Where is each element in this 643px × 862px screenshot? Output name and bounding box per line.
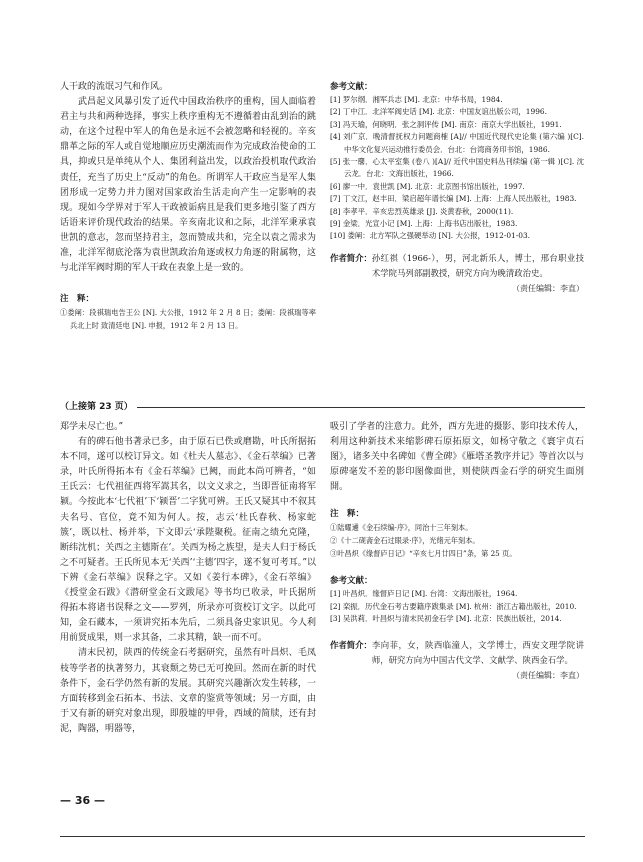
note: ①陆耀遹《金石续编·序》，同治十三年刻本。 bbox=[330, 523, 473, 533]
note: ②《十二砚斋金石过眼录·序》，光绪元年刻本。 bbox=[330, 536, 480, 546]
paragraph: 清末民初，陕西的传统金石考据研究，虽然有叶昌炽、毛凤枝等学者的执著努力，其衰颓之势已无可挽回。然而在新的时代条件下，金石学仍然有新的发展。其研究兴趣渐次发生转移，一方面转移到金石拓本、书法、文章的鉴赏等领域；另一方面，由于又有新的研究对象出现，即殷墟的甲骨，西域的简牍，还有封泥，陶器，明器等， bbox=[60, 648, 316, 734]
paragraph: 人干政的流氓习气和作风。 bbox=[60, 82, 169, 92]
bottom-left-column bbox=[60, 420, 316, 737]
reference-item: [3] 吴洪莉．叶昌炽与清末民初金石学 [M]. 北京：民族出版社，2014. bbox=[330, 614, 562, 624]
reference-item: [7] 丁文江，赵丰田．梁启超年谱长编 [M]. 上海：上海人民出版社，1983. bbox=[330, 194, 577, 204]
author-bio-label: 作者简介： bbox=[330, 252, 372, 263]
author-bio-text: 李向菲，女，陕西临潼人，文学博士，西安文理学院讲师，研究方向为中国古代文学、文献学、陕西金石学。 bbox=[371, 639, 584, 665]
continued-from-label: （上接第 23 页） bbox=[60, 399, 137, 412]
author-bio bbox=[330, 638, 584, 668]
paragraph: 郑学未尽亡也。” bbox=[60, 422, 124, 432]
responsible-editor: （责任编辑：李直） bbox=[512, 283, 584, 293]
author-bio-label: 作者简介： bbox=[330, 639, 372, 650]
reference-item: [2] 丁中江．北洋军阀史话 [M]. 北京：中国友谊出版公司，1996. bbox=[330, 107, 547, 117]
reference-item: [4] 刘广京．晚清督抚权力问题商榷 [A]// 中国近代现代史论集 (第六编 )[C]. 中华文化复兴运动推行委员会．台北：台湾商务印书馆，1986. bbox=[330, 132, 584, 154]
page-number: — 36 — bbox=[60, 794, 105, 807]
notes-heading: 注 释： bbox=[330, 509, 365, 520]
reference-item: [8] 李孝平．辛亥忠烈英雄录 [J]. 炎黄春秋，2000(11). bbox=[330, 206, 514, 216]
note: ①娄阐：段祺瑞电告王公 [N]. 大公报，1912 年 2 月 8 日；娄阐：段祺瑞等率兵北上时 致清廷电 [N]. 申报，1912 年 2 月 13 日。 bbox=[60, 308, 316, 331]
reference-item: [2] 栾振．历代金石考古要籍序跋集录 [M]. 杭州：浙江古籍出版社，2010. bbox=[330, 601, 577, 611]
notes-heading: 注 释： bbox=[60, 294, 95, 305]
reference-item: [6] 廖一中．袁世凯 [M]. 北京：北京图书馆出版社，1997. bbox=[330, 181, 525, 191]
reference-item: [5] 张一麐．心太平室集 (卷八 )[A]// 近代中国史料丛刊续编 (第一辑 )[C]. 沈云龙．台北：文海出版社，1966. bbox=[330, 157, 584, 179]
reference-item: [10] 娄阐：北方军队之强硬举动 [N]. 大公报，1912-01-03. bbox=[330, 231, 531, 241]
responsible-editor: （责任编辑：李直） bbox=[512, 670, 584, 680]
references-heading: 参考文献： bbox=[330, 576, 373, 587]
reference-item: [1] 叶昌炽．缘督庐日记 [M]. 台湾：文海出版社，1964. bbox=[330, 589, 518, 599]
paragraph: 武昌起义风暴引发了近代中国政治秩序的重构，国人面临着君主与共和两种选择，事实上秩序重构无不遵循着由乱到治的跳动，在这个过程中军人的角色是永远不会被忽略和轻视的。辛亥鼎革之际的军人或自觉地顺应历史潮流而作为完成政治使命的工具，抑或只是单纯从个人、集团利益出发，以政治投机取代政治责任，充当了历史上“反动”的角色。所谓军人干政应当是军人集团形成一定势力并力图对国家政治生活走向产生一定影响的表现。现如今学界对于军人干政被诟病且是我们更多地引鉴了西方话语来评价现代政治的结果。辛亥南北议和之际，北洋军秉承袁世凯的意志，忽而坚持君主，忽而赞成共和，完全以袁之需求为准，北洋军彻底沦落为袁世凯政治角逐或权力角逐的附属物，这与北洋军阀时期的军人干政在表象上是一致的。 bbox=[60, 97, 316, 274]
bottom-right-column bbox=[330, 420, 584, 683]
top-left-column bbox=[60, 80, 316, 332]
references-heading: 参考文献： bbox=[330, 82, 373, 92]
author-bio-text: 孙红祺（1966-），男，河北新乐人，博士，邢台职业技术学院马列部副教授，研究方向为晚清政治史。 bbox=[371, 252, 584, 278]
reference-item: [9] 金梁．光宣小记 [M]. 上海：上海书店出版社，1983. bbox=[330, 219, 518, 229]
top-right-column bbox=[330, 80, 584, 296]
reference-item: [1] 罗尔纲．湘军兵志 [M]. 北京：中华书局，1984. bbox=[330, 95, 503, 104]
note: ③叶昌炽《缘督庐日记》“辛亥七月廿四日”条，第 25 页。 bbox=[330, 549, 517, 559]
reference-item: [3] 冯天瑜，何晓明．张之洞评传 [M]. 南京：南京大学出版社，1991. bbox=[330, 119, 562, 129]
section-divider bbox=[60, 407, 585, 408]
paragraph: 有的碑石他书著录已多，由于原石已佚或磨勘，叶氏所据拓本不同，遂可以校订异文。如《杜夫人墓志》、《金石萃编》已著录，叶氏所得拓本有《金石萃编》已阙，而此本尚可辨者，“如王氏云：七代祖征西将军嵩其名，以文义求之，当即晋征南将军颍。今按此本‘七代祖’下‘颍晋’二字犹可辨。王氏又疑其中不叙其夫名号、官位，竟不知为何人。按，志云‘杜氏春秋、杨家蛇簇’，既以杜、杨并举，下文即云‘承陛聚税。征南之绩允克隆，断纬沈机；关西之主德斯在’。关西为杨之族望，是夫人归于杨氏之不可疑者。王氏所见本无‘关西’‘主德’四字，遂不复可考耳。”以下辨《金石萃编》误释之字。又如《姜行本碑》，《金石萃编》《授堂金石跋》《潜研堂金石文跋尾》等书均已收录，叶氏据所得拓本将诸书误释之文——罗列，所录亦可资校订文字。以此可知，金石藏本，一须讲究拓本先后，二须具备史家识见。今人利用前贤成果，则一求其备，二求其精，缺一而不可。 bbox=[60, 437, 316, 644]
footer-rule bbox=[60, 836, 585, 837]
paragraph: 吸引了学者的注意力。此外，西方先进的摄影、影印技术传人，利用这种新技术来缩影碑石原拓原文，如杨守敬之《寰宇贞石图》，诸多关中名碑如《曹全碑》《雁塔圣教序并记》等首次以与原碑毫发不差的影印图像面世，则使陕西金石学的研究生面別開。 bbox=[330, 422, 584, 493]
author-bio bbox=[330, 251, 584, 281]
